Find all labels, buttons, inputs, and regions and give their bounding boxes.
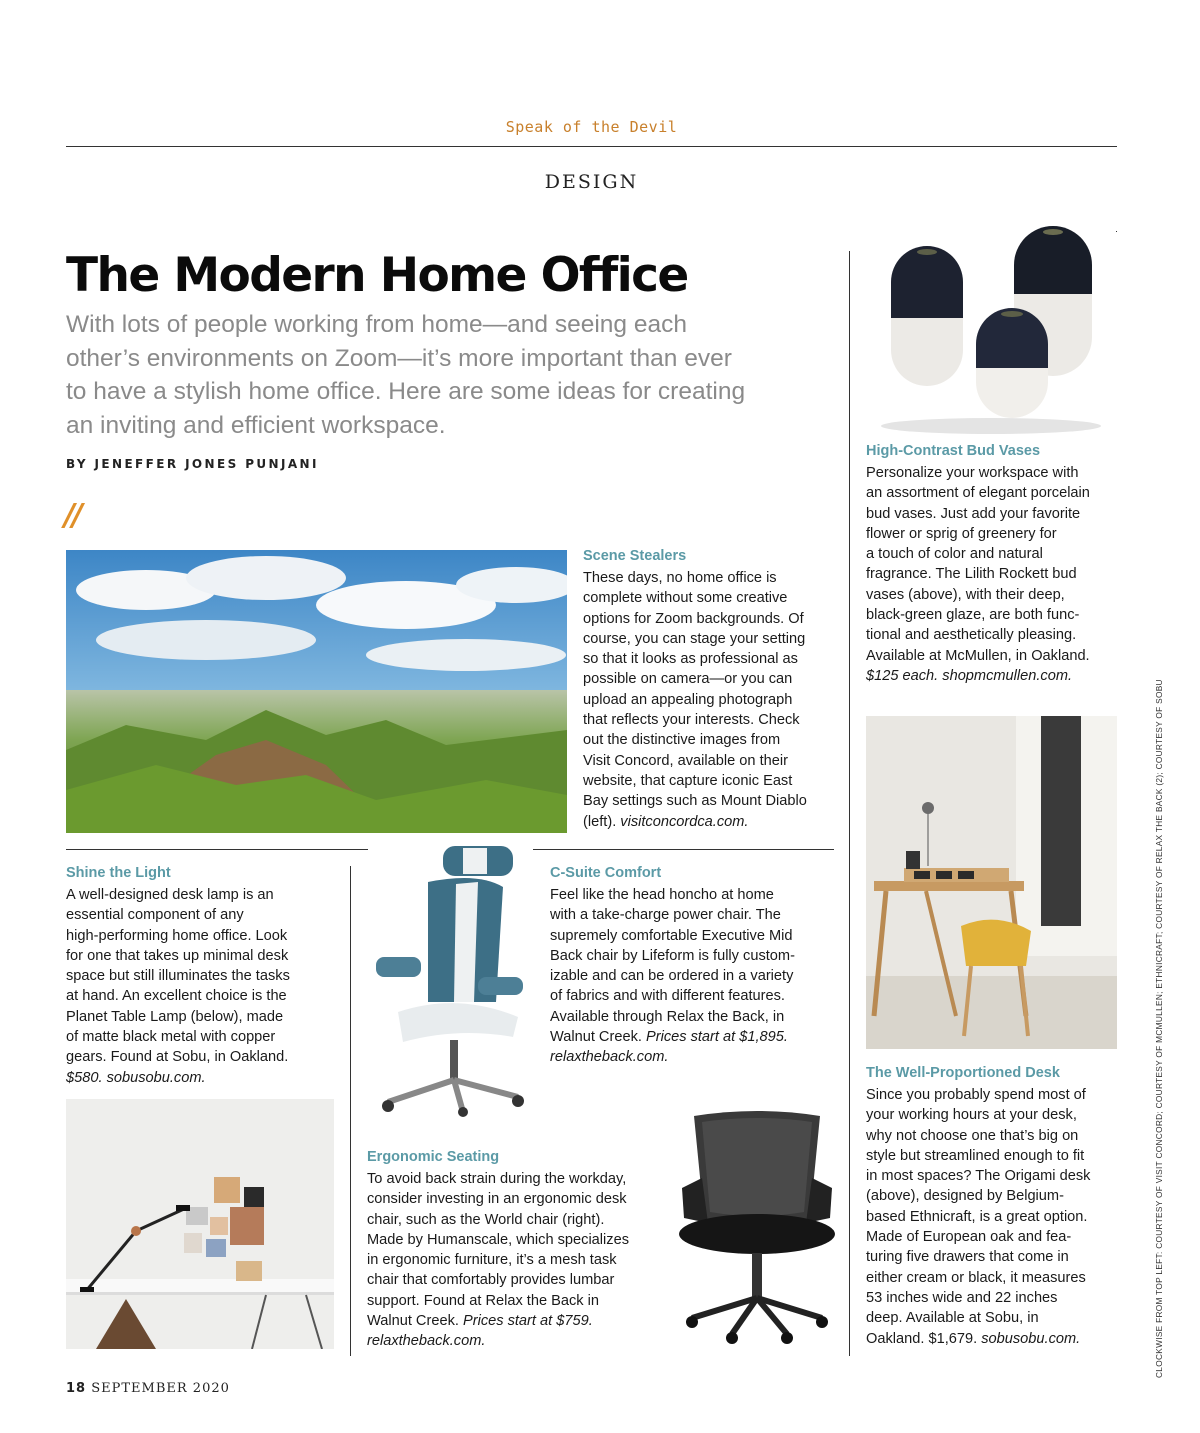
vases-line: tional and aesthetically pleasing.	[866, 627, 1077, 644]
lamp-body	[66, 885, 290, 1088]
ergo-location: Walnut Creek.	[367, 1313, 463, 1330]
desk-line: either cream or black, it measures	[866, 1269, 1086, 1286]
lamp-line: gears. Found at Sobu, in Oakland.	[66, 1049, 289, 1066]
vases-line: black-green glaze, are both func-	[866, 607, 1080, 624]
scene-line-last	[583, 812, 807, 832]
scene-line: course, you can stage your setting	[583, 630, 806, 647]
desk-line-last	[866, 1329, 1090, 1349]
vases-line: vases (above), with their deep,	[866, 586, 1065, 603]
csuite-heading: C-Suite Comfort	[550, 865, 662, 881]
csuite-line: izable and can be ordered in a variety	[550, 968, 794, 985]
desk-line: Made of European oak and fea-	[866, 1229, 1072, 1246]
page-number: 18	[66, 1381, 87, 1396]
scene-body	[583, 568, 807, 832]
dek: With lots of people working from home—and seeing each other’s environments on Zoom—it’s more important than ever to have a stylish home office. Here are some ideas for creating an inviting and efficient workspace.	[66, 311, 746, 439]
lamp-line: for one that takes up minimal desk	[66, 947, 289, 964]
folio	[66, 1381, 230, 1396]
scene-last-prefix: (left).	[583, 813, 621, 830]
bud-vases-photo	[866, 218, 1116, 436]
origami-desk-photo	[866, 716, 1117, 1049]
world-chair-photo	[672, 1108, 842, 1348]
top-rule	[66, 146, 1117, 147]
ergo-line-price	[367, 1311, 629, 1331]
desk-line: based Ethnicraft, is a great option.	[866, 1208, 1088, 1225]
desk-price: Oakland. $1,679.	[866, 1330, 982, 1347]
lamp-heading: Shine the Light	[66, 865, 171, 881]
ergo-price: Prices start at $759.	[462, 1313, 593, 1330]
ergo-line: in ergonomic furniture, it’s a mesh task	[367, 1252, 617, 1269]
lamp-line: space but still illuminates the tasks	[66, 968, 290, 985]
scene-line: possible on camera—or you can	[583, 671, 793, 688]
ergo-line: To avoid back strain during the workday,	[367, 1171, 627, 1187]
vases-line: flower or sprig of greenery for	[866, 525, 1057, 542]
desk-line: turing five drawers that come in	[866, 1249, 1069, 1266]
vases-price: $125 each. shopmcmullen.com.	[866, 667, 1073, 684]
slash-ornament: //	[64, 498, 80, 533]
ergo-line: Made by Humanscale, which specializes	[367, 1231, 629, 1248]
vases-heading: High-Contrast Bud Vases	[866, 443, 1041, 459]
desk-url: sobusobu.com.	[981, 1330, 1081, 1347]
ergo-line: consider investing in an ergonomic desk	[367, 1191, 627, 1208]
csuite-line: of fabrics and with different features.	[550, 988, 785, 1005]
scene-line: complete without some creative	[583, 590, 788, 607]
desk-line: in most spaces? The Origami desk	[866, 1168, 1091, 1185]
csuite-line: Available through Relax the Back, in	[550, 1008, 785, 1025]
csuite-price: Prices start at $1,895.	[645, 1029, 788, 1046]
ergo-heading: Ergonomic Seating	[367, 1149, 500, 1165]
lamp-line: Planet Table Lamp (below), made	[66, 1008, 284, 1025]
scene-heading: Scene Stealers	[583, 548, 687, 564]
vases-line: bud vases. Just add your favorite	[866, 505, 1081, 522]
scene-line: out the distinctive images from	[583, 732, 781, 749]
ergo-line: chair, such as the World chair (right).	[367, 1211, 605, 1228]
scene-line: so that it looks as professional as	[583, 651, 798, 668]
csuite-location: Walnut Creek.	[550, 1029, 646, 1046]
vases-body	[866, 463, 1090, 686]
byline: BY JENEFFER JONES PUNJANI	[66, 457, 319, 471]
scene-line: website, that capture iconic East	[583, 772, 793, 789]
page-title: The Modern Home Office	[66, 248, 688, 303]
desk-body	[866, 1085, 1090, 1349]
column-divider-right	[849, 251, 850, 1356]
csuite-line: Feel like the head honcho at home	[550, 887, 774, 903]
column-divider-mid	[350, 866, 351, 1356]
csuite-line: with a take-charge power chair. The	[550, 907, 781, 924]
vases-line: a touch of color and natural	[866, 546, 1043, 563]
scene-line: that reflects your interests. Check	[583, 712, 800, 729]
ergo-line: chair that comfortably provides lumbar	[367, 1272, 615, 1289]
issue-date: SEPTEMBER 2020	[91, 1381, 230, 1396]
ergo-line: support. Found at Relax the Back in	[367, 1292, 600, 1309]
vases-line: Available at McMullen, in Oakland.	[866, 647, 1090, 664]
desk-line: why not choose one that’s big on	[866, 1127, 1079, 1144]
scene-url: visitconcordca.com.	[620, 813, 749, 830]
lamp-line: at hand. An excellent choice is the	[66, 988, 287, 1005]
scene-line: options for Zoom backgrounds. Of	[583, 610, 804, 627]
desk-line: Since you probably spend most of	[866, 1087, 1086, 1103]
csuite-url: relaxtheback.com.	[550, 1049, 669, 1066]
scene-line: These days, no home office is	[583, 570, 777, 586]
vases-line: fragrance. The Lilith Rockett bud	[866, 566, 1077, 583]
vases-line: an assortment of elegant porcelain	[866, 485, 1090, 502]
lamp-line: A well-designed desk lamp is an	[66, 887, 274, 903]
desk-line: 53 inches wide and 22 inches	[866, 1289, 1058, 1306]
lamp-line: of matte black metal with copper	[66, 1029, 276, 1046]
ergo-url: relaxtheback.com.	[367, 1333, 486, 1350]
photo-credit: CLOCKWISE FROM TOP LEFT: COURTESY OF VISIT CONCORD; COURTESY OF MCMULLEN; ETHNICRAFT; COURTESY OF RELAX THE BACK (2); COURTESY OF SOBU	[1154, 679, 1164, 1378]
desk-line: (above), designed by Belgium-	[866, 1188, 1064, 1205]
ergo-body	[367, 1169, 629, 1352]
csuite-line-price	[550, 1027, 795, 1047]
scene-line: Bay settings such as Mount Diablo	[583, 793, 807, 810]
scene-line: upload an appealing photograph	[583, 691, 793, 708]
running-head: Speak of the Devil	[505, 118, 678, 136]
csuite-body	[550, 885, 795, 1068]
vases-line: Personalize your workspace with	[866, 465, 1079, 481]
lamp-line: high-performing home office. Look	[66, 927, 288, 944]
desk-line: style but streamlined enough to fit	[866, 1147, 1085, 1164]
planet-lamp-photo	[66, 1099, 334, 1349]
mount-diablo-photo	[66, 550, 567, 833]
executive-chair-photo	[368, 842, 533, 1117]
desk-line: deep. Available at Sobu, in	[866, 1310, 1039, 1327]
lamp-price: $580. sobusobu.com.	[66, 1069, 206, 1086]
csuite-line: supremely comfortable Executive Mid	[550, 927, 793, 944]
scene-line: Visit Concord, available on their	[583, 752, 788, 769]
desk-heading: The Well-Proportioned Desk	[866, 1065, 1060, 1081]
desk-line: your working hours at your desk,	[866, 1107, 1077, 1124]
section-label: DESIGN	[544, 171, 639, 193]
csuite-line: Back chair by Lifeform is fully custom-	[550, 947, 795, 964]
lamp-line: essential component of any	[66, 907, 244, 924]
